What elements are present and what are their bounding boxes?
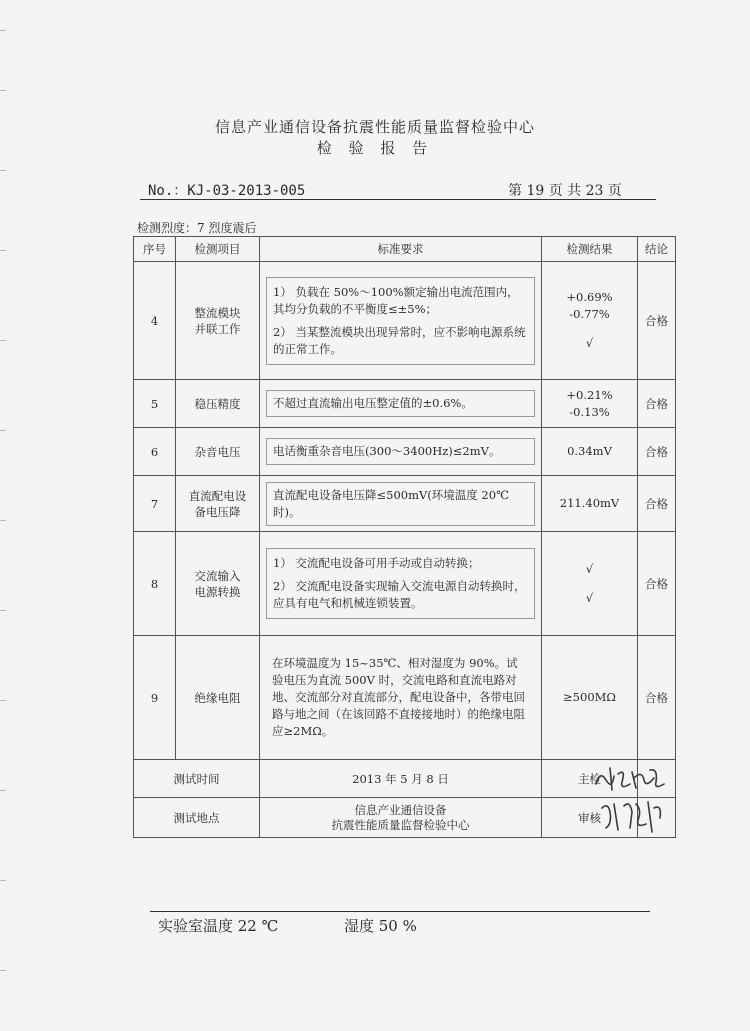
check-mark: √	[585, 336, 594, 350]
requirement-text: 直流配电设备电压降≤500mV(环境温度 20℃时)。	[273, 487, 509, 519]
row-item	[176, 476, 260, 532]
table-row	[134, 636, 676, 760]
row-result	[542, 262, 638, 380]
row-item: 杂音电压	[176, 428, 260, 476]
table-row-test-place	[134, 798, 676, 838]
inspector-signature	[638, 760, 676, 798]
scan-mark	[0, 430, 6, 431]
intensity-label: 检测烈度：7 烈度震后	[137, 221, 257, 235]
scan-mark	[0, 880, 6, 881]
col-header-requirement: 标准要求	[260, 237, 542, 262]
col-header-item: 检测项目	[176, 237, 260, 262]
row-item-line: 并联工作	[194, 321, 241, 336]
row-item-line: 备电压降	[194, 504, 241, 519]
report-title: 检 验 报 告	[316, 139, 434, 157]
row-item-line: 电源转换	[194, 584, 241, 599]
test-place-value	[260, 798, 542, 838]
row-conclusion: 合格	[638, 476, 676, 532]
requirement-text: 2） 当某整流模块出现异常时，应不影响电源系统的正常工作。	[273, 324, 526, 356]
test-place-line: 抗震性能质量监督检验中心	[331, 817, 470, 832]
result-value: +0.21%	[566, 387, 613, 402]
scan-mark	[0, 790, 6, 791]
row-requirement	[260, 262, 542, 380]
result-value: -0.77%	[569, 307, 610, 321]
row-requirement	[260, 380, 542, 428]
requirement-text: 不超过直流输出电压整定值的±0.6%。	[273, 396, 473, 410]
header-rule	[140, 199, 656, 200]
reviewer-signature	[638, 798, 676, 838]
row-result	[542, 532, 638, 636]
row-result: ≥500MΩ	[542, 636, 638, 760]
scan-mark	[0, 90, 6, 91]
test-time-date: 2013 年 5 月 8 日	[352, 771, 449, 786]
row-result: 0.34mV	[542, 428, 638, 476]
table-row	[134, 380, 676, 428]
test-time-label: 测试时间	[134, 760, 260, 798]
row-result	[542, 380, 638, 428]
result-value: -0.13%	[569, 404, 610, 419]
check-mark: √	[585, 561, 594, 576]
table-row	[134, 262, 676, 380]
scan-mark	[0, 170, 6, 171]
row-requirement	[260, 532, 542, 636]
row-conclusion: 合格	[638, 532, 676, 636]
row-conclusion: 合格	[638, 262, 676, 380]
row-requirement	[260, 636, 542, 760]
row-no: 4	[134, 262, 176, 380]
scan-mark	[0, 520, 6, 521]
test-place-line: 信息产业通信设备	[354, 802, 447, 817]
row-requirement	[260, 476, 542, 532]
row-conclusion: 合格	[638, 636, 676, 760]
row-item	[176, 532, 260, 636]
org-title: 信息产业通信设备抗震性能质量监督检验中心	[214, 118, 535, 136]
footer-rule	[150, 911, 650, 912]
scan-mark	[0, 340, 6, 341]
col-header-result: 检测结果	[542, 237, 638, 262]
row-no: 8	[134, 532, 176, 636]
row-requirement	[260, 428, 542, 476]
lab-temperature: 实验室温度 22 ℃	[158, 917, 279, 935]
row-no: 5	[134, 380, 176, 428]
table-row	[134, 428, 676, 476]
table-row	[134, 532, 676, 636]
row-conclusion: 合格	[638, 428, 676, 476]
table-row-test-time	[134, 760, 676, 798]
row-item: 绝缘电阻	[176, 636, 260, 760]
reviewer-label: 审核	[542, 798, 638, 838]
requirement-text: 2） 交流配电设备实现输入交流电源自动转换时，应具有电气和机械连锁装置。	[273, 579, 526, 610]
requirement-text: 在环境温度为 15~35℃、相对湿度为 90%。试验电压为直流 500V 时，交流电路和直流电路对地、交流部分对直流部分，配电设备中，各带电回路与地之间（在该回路不直接接地时）的绝缘电阻应≥2MΩ。	[272, 656, 525, 738]
scan-mark	[0, 970, 6, 971]
test-results-table	[133, 236, 676, 838]
inspector-label: 主检	[542, 760, 638, 798]
col-header-conclusion: 结论	[638, 237, 676, 262]
result-value: +0.69%	[566, 290, 613, 304]
scan-mark	[0, 700, 6, 701]
row-conclusion: 合格	[638, 380, 676, 428]
scan-mark	[0, 30, 6, 31]
page-info: 第 19 页 共 23 页	[508, 183, 622, 199]
row-item: 稳压精度	[176, 380, 260, 428]
scan-mark	[0, 250, 6, 251]
report-number: No.：KJ-03-2013-005	[148, 183, 306, 199]
row-item-line: 整流模块	[194, 305, 241, 320]
row-no: 9	[134, 636, 176, 760]
col-header-no: 序号	[134, 237, 176, 262]
scan-mark	[0, 610, 6, 611]
requirement-text: 电话衡重杂音电压(300～3400Hz)≤2mV。	[273, 444, 501, 458]
row-item	[176, 262, 260, 380]
test-place-label: 测试地点	[134, 798, 260, 838]
row-item-line: 直流配电设	[188, 488, 247, 503]
test-time-value	[260, 760, 542, 798]
row-result: 211.40mV	[542, 476, 638, 532]
requirement-text: 1） 交流配电设备可用手动或自动转换；	[273, 556, 480, 570]
row-item-line: 交流输入	[194, 568, 241, 583]
table-header-row	[134, 237, 676, 262]
reviewer-signature-mark	[596, 798, 676, 834]
check-mark: √	[585, 590, 594, 605]
lab-humidity: 湿度 50 %	[344, 917, 417, 935]
inspector-signature-mark	[592, 764, 672, 794]
row-no: 7	[134, 476, 176, 532]
requirement-text: 1） 负载在 50%～100%额定输出电流范围内，其均分负载的不平衡度≤±5%；	[273, 284, 519, 316]
table-row	[134, 476, 676, 532]
row-no: 6	[134, 428, 176, 476]
